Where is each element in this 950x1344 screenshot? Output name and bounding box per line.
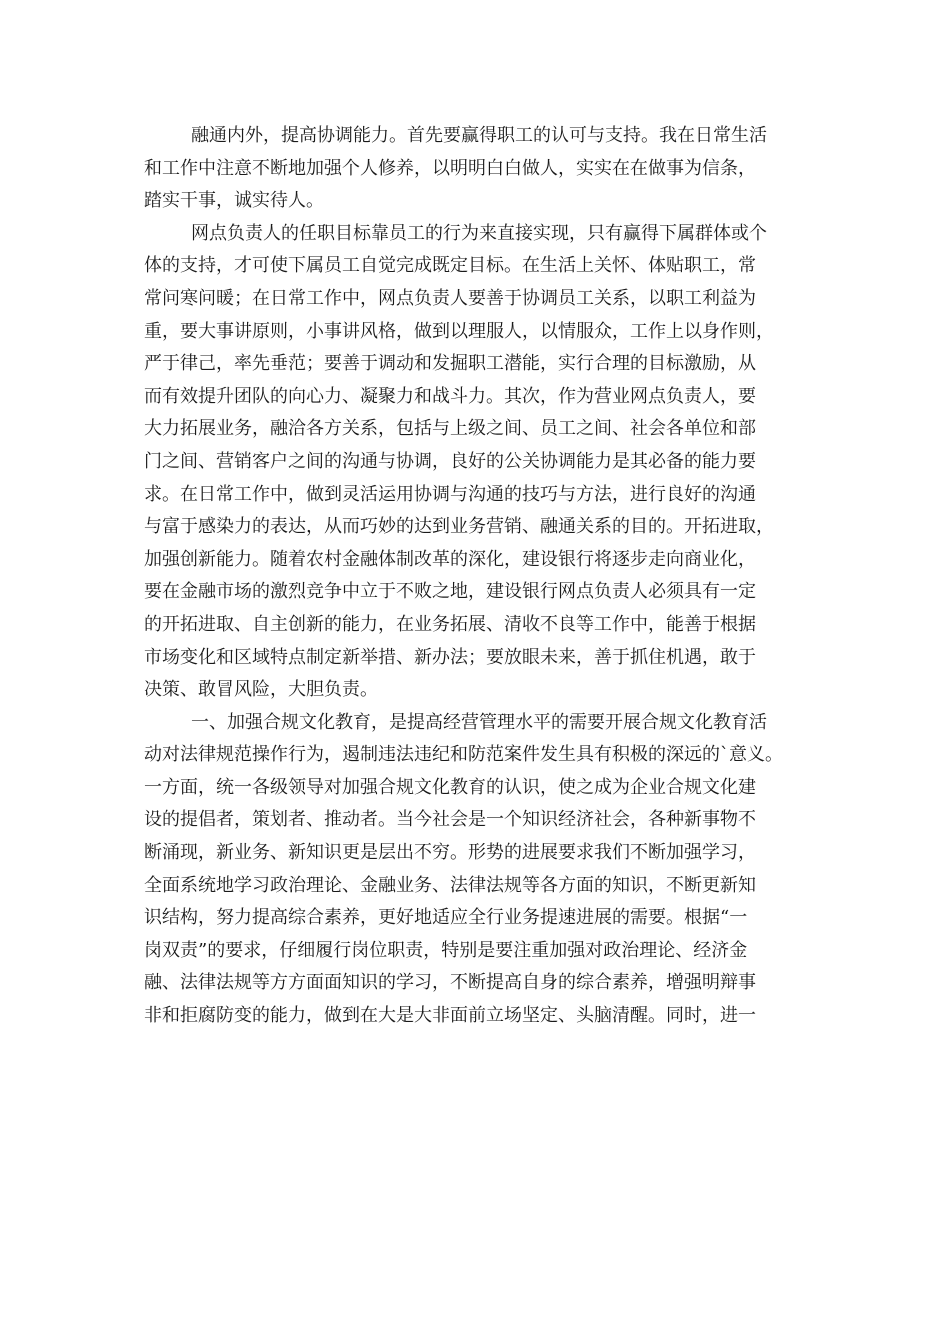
paragraph-line: 体的支持，才可使下属员工自觉完成既定目标。在生活上关怀、体贴职工，常 [144,255,756,277]
paragraph-2 [144,218,824,707]
paragraph-line: 加强创新能力。随着农村金融体制改革的深化，建设银行将逐步走向商业化， [144,548,756,570]
paragraph-line: 求。在日常工作中，做到灵活运用协调与沟通的技巧与方法，进行良好的沟通 [144,483,756,505]
paragraph-line: 踏实干事，诚实待人。 [144,190,324,212]
paragraph-line: 严于律己，率先垂范；要善于调动和发掘职工潜能，实行合理的目标激励，从 [144,353,756,375]
document-body [144,120,824,1033]
paragraph-line: 市场变化和区域特点制定新举措、新办法；要放眼未来，善于抓住机遇，敢于 [144,646,756,668]
paragraph-line: 要在金融市场的激烈竞争中立于不败之地，建设银行网点负责人必须具有一定 [144,581,756,603]
paragraph-line: 非和拒腐防变的能力，做到在大是大非面前立场坚定、头脑清醒。同时，进一 [144,1005,756,1027]
paragraph-line: 与富于感染力的表达，从而巧妙的达到业务营销、融通关系的目的。开拓进取， [144,516,774,538]
paragraph-line: 常问寒问暖；在日常工作中，网点负责人要善于协调员工关系，以职工利益为 [144,287,756,309]
paragraph-line: 决策、敢冒风险，大胆负责。 [144,679,378,701]
paragraph-line: 一、加强合规文化教育，是提高经营管理水平的需要开展合规文化教育活 [191,711,767,733]
paragraph-line: 的开拓进取、自主创新的能力，在业务拓展、清收不良等工作中，能善于根据 [144,613,756,635]
paragraph-line: 全面系统地学习政治理论、金融业务、法律法规等各方面的知识，不断更新知 [144,874,756,896]
paragraph-line: 断涌现，新业务、新知识更是层出不穷。形势的进展要求我们不断加强学习， [144,842,756,864]
paragraph-line: 动对法律规范操作行为，遏制违法违纪和防范案件发生具有积极的深远的`意义。 [144,744,783,766]
paragraph-line: 岗双责”的要求，仔细履行岗位职责，特别是要注重加强对政治理论、经济金 [144,939,748,961]
paragraph-line: 设的提倡者，策划者、推动者。当今社会是一个知识经济社会，各种新事物不 [144,809,756,831]
paragraph-line: 门之间、营销客户之间的沟通与协调，良好的公关协调能力是其必备的能力要 [144,450,756,472]
paragraph-3 [144,707,824,1033]
paragraph-line: 融通内外，提高协调能力。首先要赢得职工的认可与支持。我在日常生活 [191,125,767,146]
paragraph-line: 融、法律法规等方方面面知识的学习，不断提高自身的综合素养，增强明辩事 [144,972,756,994]
paragraph-line: 而有效提升团队的向心力、凝聚力和战斗力。其次，作为营业网点负责人，要 [144,385,756,407]
paragraph-1 [144,120,824,218]
paragraph-line: 网点负责人的任职目标靠员工的行为来直接实现，只有赢得下属群体或个 [191,222,767,244]
paragraph-line: 识结构，努力提高综合素养，更好地适应全行业务提速进展的需要。根据“一 [144,907,748,929]
paragraph-line: 和工作中注意不断地加强个人修养，以明明白白做人，实实在在做事为信条， [144,157,756,179]
paragraph-line: 大力拓展业务，融洽各方关系，包括与上级之间、员工之间、社会各单位和部 [144,418,756,440]
paragraph-line: 一方面，统一各级领导对加强合规文化教育的认识，使之成为企业合规文化建 [144,776,756,798]
paragraph-line: 重，要大事讲原则，小事讲风格，做到以理服人，以情服众，工作上以身作则， [144,320,774,342]
